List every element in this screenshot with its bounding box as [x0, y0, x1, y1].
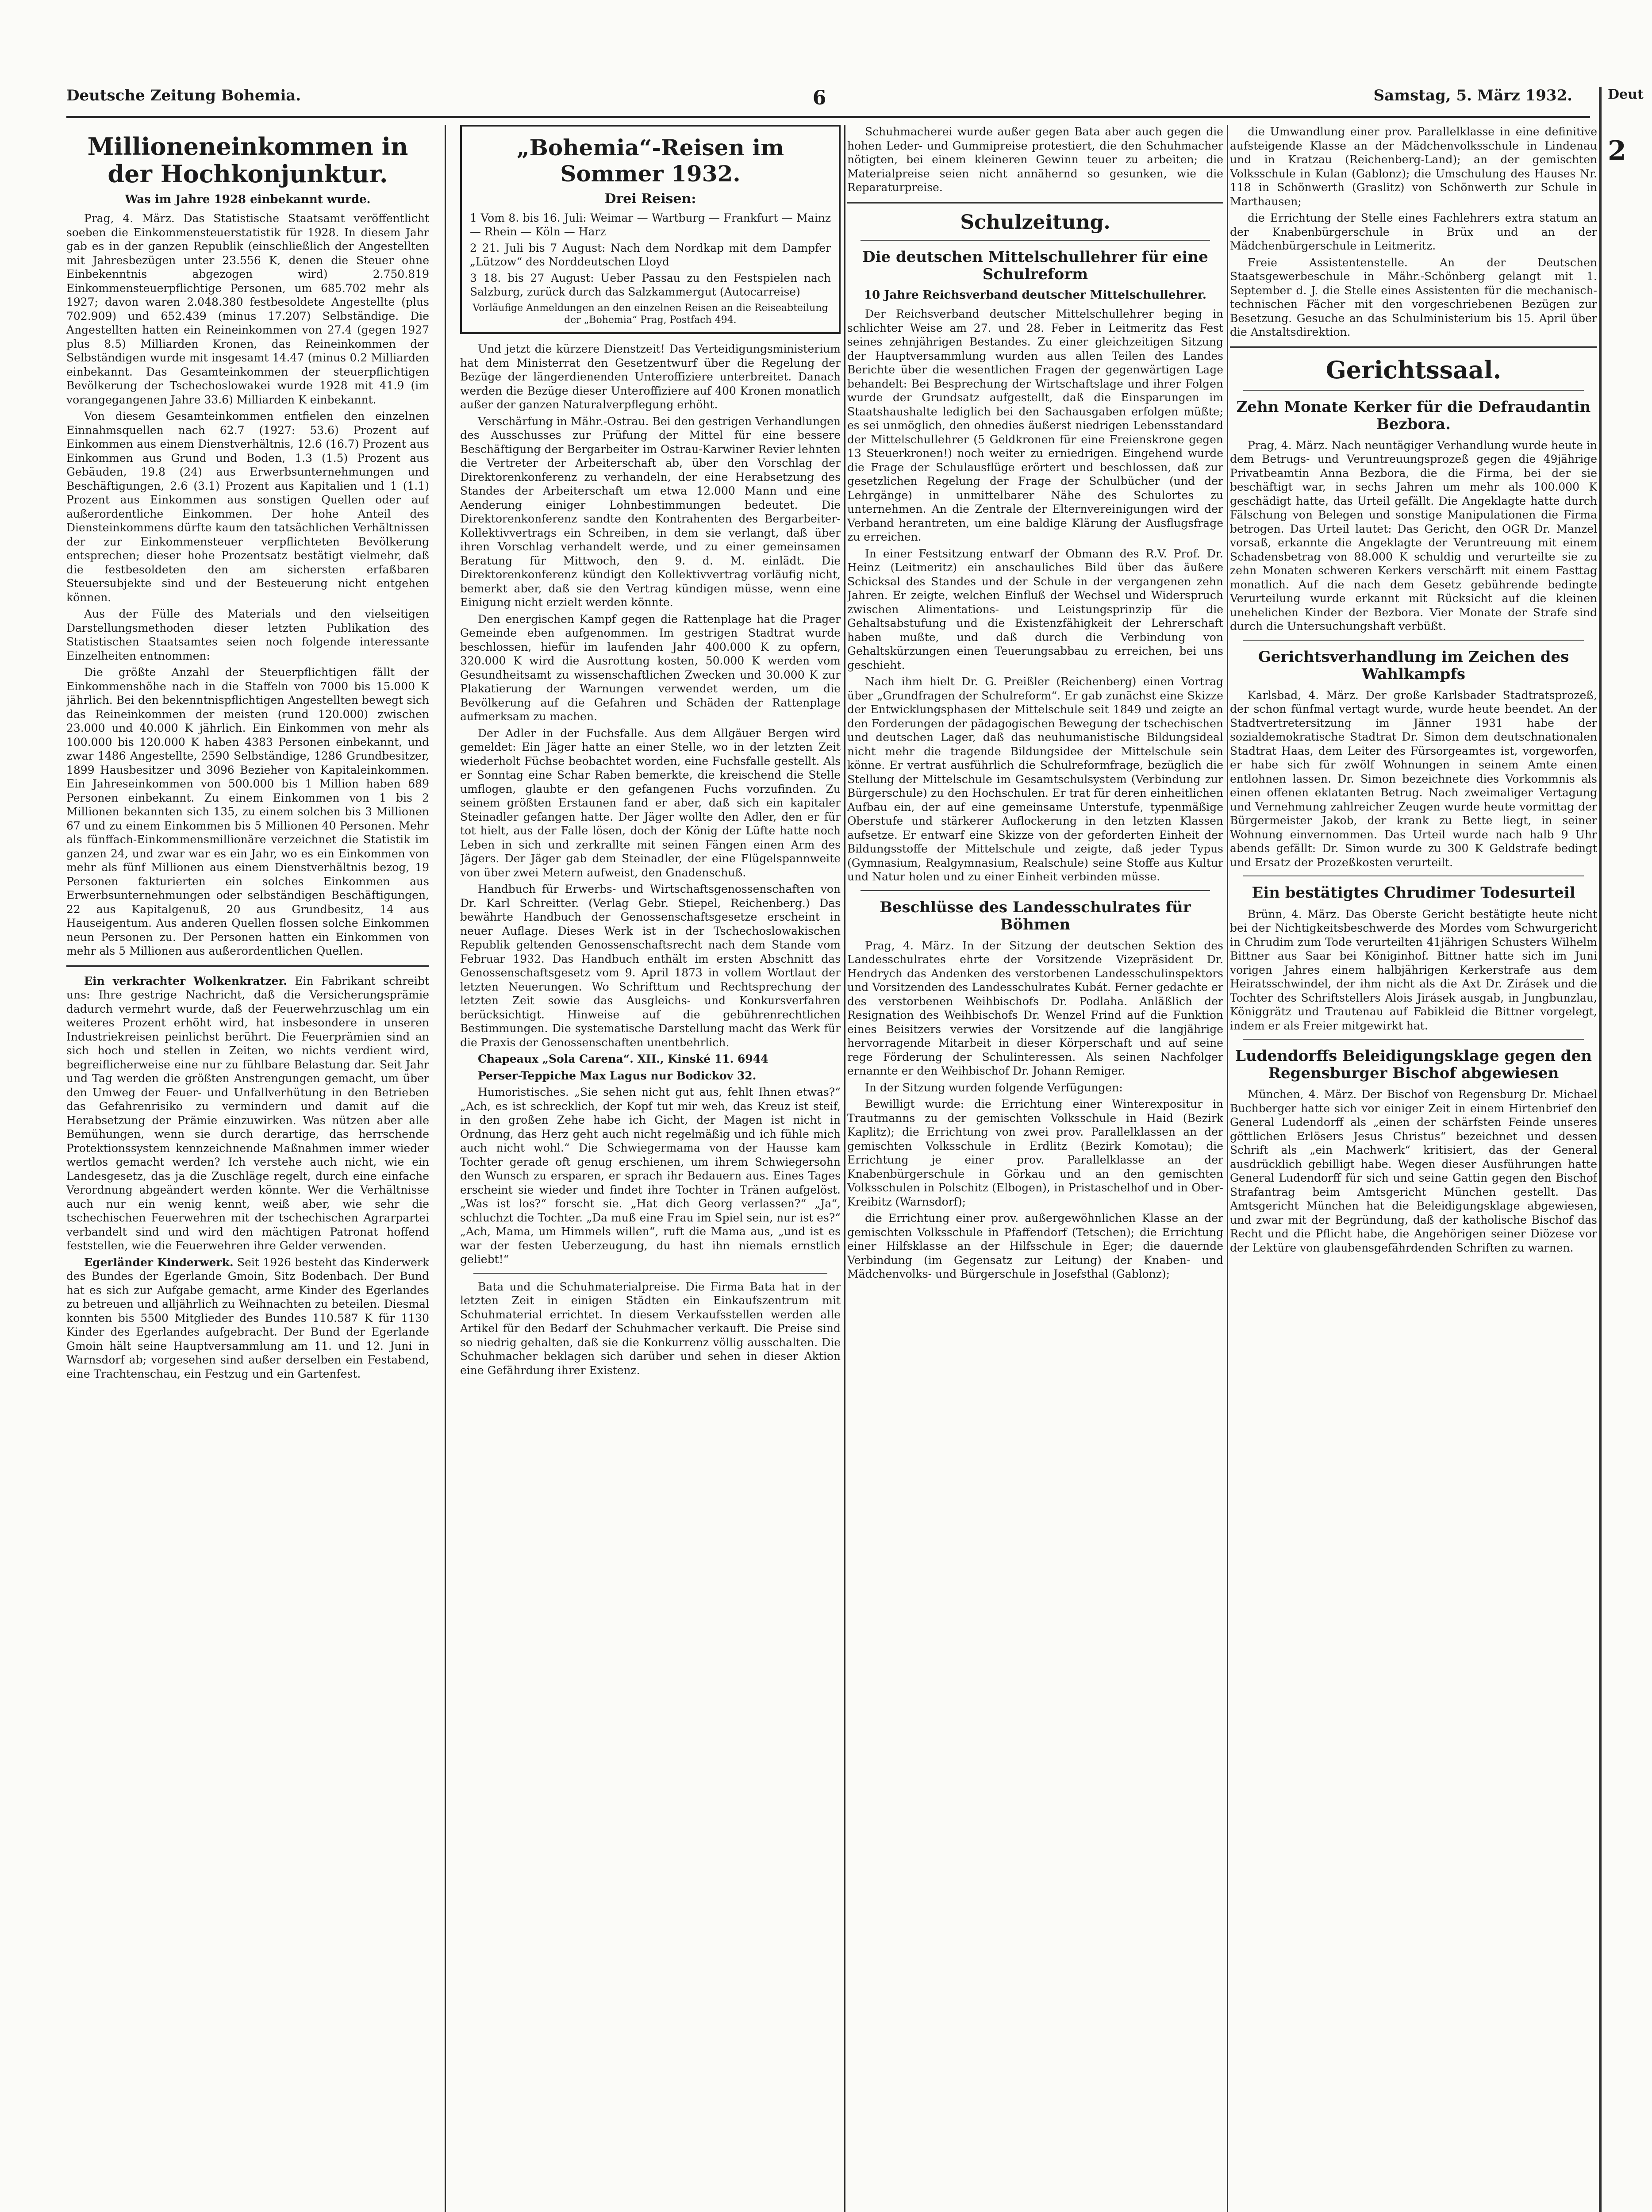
- column-divider: [445, 125, 446, 2212]
- run-in-text: Seit 1926 besteht das Kinderwerk des Bundes der Egerlande Gmoin, Sitz Bodenbach. Der Bund hat es sich zur Aufgabe gemacht, arme Kinder des Egerlandes zu betreuen und alljährlich zu Weihnachten zu beteilen. Diesmal konnten bis 5500 Mitglieder des Bundes 110.587 K für 1130 Kinder des Egerlandes aufgebracht. Der Bund der Egerlande Gmoin hält seine Hauptversammlung am 11. und 12. Juni in Warnsdorf ab; vorgesehen sind außer derselben ein Festabend, eine Trachtenschau, ein Festzug und ein Gartenfest.: [66, 1256, 429, 1380]
- masthead-rule: [66, 116, 1590, 118]
- section-divider: [1230, 346, 1597, 348]
- article-paragraph: Prag, 4. März. Nach neuntägiger Verhandlung wurde heute in dem Betrugs- und Veruntreuungsprozeß gegen die 49jährige Privatbeamtin Anna Bezbora, die die Firma, bei der sie beschäftigt war, in sechs Jahren um mehr als 100.000 K geschädigt hatte, das Urteil gefällt. Die Angeklagte hatte durch Fälschung von Belegen und sonstige Manipulationen die Firma betrogen. Das Urteil lautet: Das Gericht, den OGR Dr. Manzel vorsaß, erkannte die Angeklagte der Veruntreuung mit einem Schadensbetrag von 88.000 K schuldig und verurteilte sie zu zehn Monaten schweren Kerkers verschärft mit einem Fasttag monatlich. Auf die nach dem Gesetz gebührende bedingte Verurteilung wurde erkannt mit Rücksicht auf die kleinen unehelichen Kinder der Bezbora. Vier Monate der Strafe sind durch die Untersuchungshaft verbüßt.: [1230, 438, 1597, 633]
- article-headline: Beschlüsse des Landesschulrates für Böhmen: [880, 898, 1191, 933]
- column-divider: [844, 125, 845, 2212]
- section-divider: [1243, 640, 1584, 641]
- column-4: [1230, 125, 1597, 2212]
- article-paragraph: Bata und die Schuhmaterialpreise. Die Firma Bata hat in der letzten Zeit in einigen Städten ein Einkaufszentrum mit Schuhmaterial errichtet. In diesem Verkaufsstellen werden alle Artikel für den Bedarf der Schuhmacher verkauft. Die Preise sind so niedrig gehalten, daß sie die Konkurrenz völlig ausschalten. Die Schuhmacher beklagen sich darüber und sehen in dieser Aktion eine Gefährdung ihrer Existenz.: [460, 1280, 841, 1377]
- article-headline: Millioneneinkommen in der Hochkonjunktur.: [87, 132, 408, 188]
- advert-footer: Vorläufige Anmeldungen an den einzelnen Reisen an die Reiseabteilung der „Bohemia“ Prag, Postfach 494.: [473, 303, 828, 326]
- article-paragraph: [66, 1256, 429, 1381]
- article-paragraph: Verschärfung in Mähr.-Ostrau. Bei den gestrigen Verhandlungen des Ausschusses zur Prüfung der Mittel für eine bessere Beschäftigung der Bergarbeiter im Ostrau-Karwiner Revier lehnten die Vertreter der Arbeiterschaft ab, über den Vorschlag der Direktorenkonferenz zu verhandeln, der eine Herabsetzung des Standes der Arbeiterschaft um etwa 12.000 Mann und eine Aenderung einiger Lohnbestimmungen bedeutet. Die Direktorenkonferenz sandte den Kontrahenten des Bergarbeiter-Kollektivvertrags ein Schreiben, in dem sie verlangt, daß über ihren Vorschlag verhandelt werde, und zu einer gemeinsamen Beratung für Mittwoch, den 9. d. M. einlädt. Die Direktorenkonferenz kündigt den Kollektivvertrag vorläufig nicht, bemerkt aber, daß sie den Vertrag kündigen müsse, wenn eine Einigung nicht erzielt werden könnte.: [460, 415, 841, 609]
- trip-item: 3 18. bis 27 August: Ueber Passau zu den Festspielen nach Salzburg, zurück durch das Salzkammergut (Autocarreise): [470, 272, 831, 298]
- article-paragraph: Aus der Fülle des Materials und den vielseitigen Darstellungsmethoden dieser letzten Publikation des Statistischen Staatsamtes seien noch folgende interessante Einzelheiten entnommen:: [66, 607, 429, 662]
- run-in-heading: Ein verkrachter Wolkenkratzer.: [84, 974, 287, 987]
- section-divider: [861, 240, 1210, 241]
- adjacent-page-fragment: 2: [1608, 135, 1626, 166]
- issue-date: Samstag, 5. März 1932.: [1373, 87, 1572, 104]
- advert-title: „Bohemia“-Reisen im Sommer 1932.: [516, 134, 784, 187]
- advert-subtitle: Drei Reisen:: [604, 191, 696, 207]
- article-subhead: Was im Jahre 1928 einbekannt wurde.: [125, 193, 371, 207]
- section-title: Gerichtssaal.: [1325, 355, 1502, 384]
- article-paragraph: [66, 974, 429, 1253]
- article-paragraph: Humoristisches. „Sie sehen nicht gut aus, fehlt Ihnen etwas?“ „Ach, es ist schrecklich, der Kopf tut mir weh, das Kreuz ist steif, in den großen Zehe habe ich Gicht, der Magen ist nicht in Ordnung, das Herz geht auch nicht regelmäßig und ich fühle mich auch nicht wohl.“ Die Schwiegermama von der Hausse kam Tochter gerade oft genug erschienen, um ihrem Schwiegersohn den Wunsch zu ersparen, er sprach ihr Bedauern aus. Eines Tages erscheint sie wieder und findet ihre Tochter in Tränen aufgelöst. „Was ist los?“ forscht sie. „Hat dich Georg verlassen?“ „Ja“, schluchzt die Tochter. „Da muß eine Frau im Spiel sein, nur ist es?“ „Ach, Mama, um Himmels willen“, ruft die Mama aus, „und ist es war der festen Ueberzeugung, du hast ihn niemals ernstlich geliebt!“: [460, 1086, 841, 1266]
- article-paragraph: Karlsbad, 4. März. Der große Karlsbader Stadtratsprozeß, der schon fünfmal vertagt wurde, wurde heute beendet. An der Stadtvertretersitzung im Jänner 1931 habe der sozialdemokratische Stadtrat Dr. Simon dem deutschnationalen Stadtrat Haas, dem Leiter des Fürsorgeamtes ist, vorgeworfen, er habe sich für zwölf Wohnungen in seinem Amte einen entlohnen lassen. Dr. Simon bezeichnete dies Vorkommnis als einen offenen eklatanten Betrug. Nach zweimaliger Vertagung und Vernehmung zahlreicher Zeugen wurde heute vormittag der Bürgermeister Jakob, der krank zu Bette liegt, in seiner Wohnung einvernommen. Das Urteil wurde nach halb 9 Uhr abends gefällt: Dr. Simon wurde zu 300 K Geldstrafe bedingt und Ersatz der Prozeßkosten verurteilt.: [1230, 688, 1597, 869]
- article-headline: Ein bestätigtes Chrudimer Todesurteil: [1252, 884, 1575, 902]
- article-paragraph: Den energischen Kampf gegen die Rattenplage hat die Prager Gemeinde eben aufgenommen. Im gestrigen Stadtrat wurde beschlossen, hiefür im laufenden Jahr 400.000 K zu opfern, 320.000 K wird die Ausrottung kosten, 50.000 K werden vom Gesundheitsamt zu wissenschaftlichen Zwecken und 30.000 K zur Plakatierung der Warnungen verwendet werden, um die Bevölkerung auf die Gefahren und Schäden der Rattenplage aufmerksam zu machen.: [460, 612, 841, 723]
- article-paragraph: In der Sitzung wurden folgende Verfügungen:: [865, 1081, 1123, 1094]
- section-divider: [473, 1273, 827, 1274]
- article-paragraph: die Umwandlung einer prov. Parallelklasse in eine definitive aufsteigende Klasse an der Mädchenvolksschule in Lindenau und in Kratzau (Reichenberg-Land); an der gemischten Volksschule in Kulan (Gablonz); die Umschulung des Hauses Nr. 118 in Schönwerth (Graslitz) von Schönwerth zur Schule in Marthausen;: [1230, 125, 1597, 208]
- travel-advert-box: [460, 125, 841, 334]
- article-paragraph: Handbuch für Erwerbs- und Wirtschaftsgenossenschaften von Dr. Karl Schreitter. (Verlag Gebr. Stiepel, Reichenberg.) Das bewährte Handbuch der Genossenschaftsgesetze erscheint in neuer Auflage. Dieses Werk ist in der Tschechoslowakischen Republik geltenden Genossenschaftsrecht nach dem Stande vom Februar 1932. Das Handbuch enthält im ersten Abschnitt das Genossenschaftsgesetz vom 9. April 1873 in vollem Wortlaut der letzten Neuerungen. Wo Schrifttum und Rechtsprechung der letzten Zeit sowie das Ausgleichs- und Konkursverfahren berücksichtigt. Hinweise auf die gebührenrechtlichen Bestimmungen. Die systematische Darstellung macht das Werk für die Praxis der Genossenschaften unentbehrlich.: [460, 883, 841, 1049]
- article-paragraph: Prag, 4. März. Das Statistische Staatsamt veröffentlicht soeben die Einkommensteuerstatistik für 1928. In diesem Jahr gab es in der ganzen Republik (einschließlich der Angestellten mit Jahresbezügen unter 23.556 K, denen die Steuer ohne Einbekenntnis abgezogen wird) 2.750.819 Einkommensteuerpflichtige Personen, um 685.702 mehr als 1927; davon waren 2.048.380 festbesoldete Angestellte (plus 702.909) und 652.439 (minus 17.207) Selbständige. Die Angestellten hatten ein Reineinkommen von 27.4 (gegen 1927 plus 8.5) Milliarden Kronen, das Reineinkommen der Selbständigen wurde mit insgesamt 14.47 (minus 0.2 Milliarden einbekannt. Das Gesamteinkommen der steuerpflichtigen Bevölkerung der Tschechoslowakei wurde 1928 mit 41.9 (im vorangegangenen Jahre 33.6) Milliarden K einbekannt.: [66, 212, 429, 406]
- article-paragraph: Die größte Anzahl der Steuerpflichtigen fällt der Einkommenshöhe nach in die Staffeln von 7000 bis 15.000 K jährlich. Bei den bekenntnispflichtigen Angestellten bewegt sich das Reineinkommen der meisten (rund 120.000) zwischen 23.000 und 40.000 K jährlich. Ein Einkommen von mehr als 100.000 bis 120.000 K haben 4383 Personen einbekannt, und zwar 1486 Angestellte, 2590 Selbständige, 1286 Grundbesitzer, 1899 Hausbesitzer und 3096 Bezieher von Kapitaleinkommen. Ein Jahreseinkommen von 500.000 bis 1 Million haben 689 Personen einbekannt. Zu einem Einkommen von 1 bis 2 Millionen bekannten sich 135, zu einem solchen bis 3 Millionen 67 und zu einem Einkommen bis 5 Millionen 40 Personen. Mehr als fünffach-Einkommensmillionäre verzeichnet die Statistik im ganzen 24, und zwar war es ein Jahr, wo es ein Einkommen von mehr als fünf Millionen aus einem Dienstverhältnis bezog, 19 Personen fakturierten ein solches Einkommen aus Erwerbsunternehmungen oder selbständigen Beschäftigungen, 22 aus Kapitalgenuß, 20 aus Grundbesitz, 14 aus Hauseigentum. Aus anderen Quellen flossen solche Einkommen neun Personen zu. Der Personen hatten ein Einkommen von mehr als 5 Millionen aus außerordentlichen Quellen.: [66, 666, 429, 958]
- page-fold-shadow: [1599, 87, 1602, 2212]
- run-in-heading: Egerländer Kinderwerk.: [84, 1256, 234, 1269]
- article-paragraph: In einer Festsitzung entwarf der Obmann des R.V. Prof. Dr. Heinz (Leitmeritz) ein anschauliches Bild über das äußere Schicksal des Standes und der Schule in der vergangenen zehn Jahren. Er zeigte, welchen Einfluß der Wechsel und Widerspruch zwischen Alimentations- und Leistungsprinzip für die Gehaltsabstufung und die Existenzfähigkeit der Lehrerschaft haben mußte, und daß durch die Verbindung von Gehaltskürzungen einen Teuerungsabbau zu erreichen, bei uns geschieht.: [847, 547, 1223, 672]
- article-paragraph: Von diesem Gesamteinkommen entfielen den einzelnen Einnahmsquellen nach 62.7 (1927: 53.6) Prozent auf Einkommen aus einem Dienstverhältnis, 12.6 (16.7) Prozent aus Einkommen aus Grund und Boden, 1.3 (1.5) Prozent aus Gebäuden, 19.8 (24) aus Erwerbsunternehmungen und Beschäftigungen, 2.6 (3.1) Prozent aus Kapitalien und 1 (1.1) Prozent aus Einkommen aus sonstigen Quellen oder auf außerordentliche Einkommen. Der hohe Anteil des Diensteinkommens dürfte kaum den tatsächlichen Verhältnissen der zur Einkommensteuer verpflichteten Bevölkerung entsprechen; dieser hohe Prozentsatz bestätigt vielmehr, daß die festbesoldeten den am sichersten erfaßbaren Steuersubjekte sind und der Besteuerung nicht entgehen können.: [66, 410, 429, 604]
- adjacent-page-fragment: Deut: [1608, 87, 1644, 102]
- section-divider: [847, 202, 1223, 204]
- article-paragraph: Der Adler in der Fuchsfalle. Aus dem Allgäuer Bergen wird gemeldet: Ein Jäger hatte an einer Stelle, wo in der letzten Zeit wiederholt Füchse beobachtet worden, eine Fuchsfalle gestellt. Als er Sonntag eine Schar Raben bemerkte, die kreischend die Stelle umflogen, glaubte er den gefangenen Fuchs vorzufinden. Zu seinem größten Erstaunen fand er aber, daß sich ein kapitaler Steinadler gefangen hatte. Der Jäger wollte den Adler, den er für tot hielt, aus der Falle lösen, doch der König der Lüfte hatte noch Leben in sich und zerkrallte mit seinen Fängen einen Arm des Jägers. Der Jäger gab dem Steinadler, der eine Flügelspannweite von über zwei Metern aufweist, den Gnadenschuß.: [460, 726, 841, 879]
- newspaper-name: Deutsche Zeitung Bohemia.: [66, 87, 301, 104]
- page-number: 6: [812, 87, 826, 109]
- classified-ad: Perser-Teppiche Max Lagus nur Bodickov 32.: [478, 1069, 757, 1082]
- article-subhead: 10 Jahre Reichsverband deutscher Mittelschullehrer.: [864, 288, 1206, 302]
- column-divider: [1227, 125, 1228, 2212]
- article-paragraph: Freie Assistentenstelle. An der Deutschen Staatsgewerbeschule in Mähr.-Schönberg gelangt mit 1. September d. J. die Stelle eines Assistenten für die mechanisch-technischen Fächer mit den vorgeschriebenen Bezügen zur Besetzung. Gesuche an das Schulministerium bis 15. April über die Anstaltsdirektion.: [1230, 256, 1597, 338]
- section-divider: [66, 965, 429, 967]
- trip-item: 2 21. Juli bis 7 August: Nach dem Nordkap mit dem Dampfer „Lützow“ des Norddeutschen Lloyd: [470, 242, 831, 268]
- article-paragraph: die Errichtung der Stelle eines Fachlehrers extra statum an der Knabenbürgerschule in Brüx und an der Mädchenbürgerschule in Leitmeritz.: [1230, 211, 1597, 252]
- article-headline: Ludendorffs Beleidigungsklage gegen den Regensburger Bischof abgewiesen: [1235, 1047, 1592, 1083]
- article-paragraph: Und jetzt die kürzere Dienstzeit! Das Verteidigungsministerium hat dem Ministerrat den Gesetzentwurf über die Regelung der Bezüge der längerdienenden Unteroffiziere unterbreitet. Danach werden die Bezüge dieser Unteroffiziere auf 400 Kronen monatlich außer der ganzen Naturalverpflegung erhöht.: [460, 342, 841, 411]
- article-headline: Die deutschen Mittelschullehrer für eine Schulreform: [862, 248, 1208, 284]
- article-paragraph: die Errichtung einer prov. außergewöhnlichen Klasse an der gemischten Volksschule in Pfaffendorf (Tetschen); die Errichtung einer Hilfsklasse an der Hilfsschule in Eger; die dauernde Verbindung (im Gegensatz zur Leitung) der Knaben- und Mädchenvolks- und Bürgerschule in Josefsthal (Gablonz);: [847, 1212, 1223, 1281]
- article-headline: Zehn Monate Kerker für die Defraudantin Bezbora.: [1236, 398, 1591, 433]
- column-1: [66, 125, 429, 2212]
- section-divider: [1243, 1039, 1584, 1040]
- masthead: [66, 87, 1572, 112]
- trip-item: 1 Vom 8. bis 16. Juli: Weimar — Wartburg — Frankfurt — Mainz — Rhein — Köln — Harz: [470, 211, 831, 238]
- article-headline: Gerichtsverhandlung im Zeichen des Wahlkampfs: [1258, 648, 1569, 683]
- run-in-text: Ein Fabrikant schreibt uns: Ihre gestrige Nachricht, daß die Versicherungsprämie dadurch vermehrt wurde, daß der Feuerwehrzuschlag um ein weiteres Prozent erhöht wird, hat insbesondere in unseren Industriekreisen peinlichst berührt. Die Feuerprämien sind an sich hoch und stellen in Zeiten, wo nichts verdient wird, begreiflicherweise eine nur zu fühlbare Belastung dar. Seit Jahr und Tag werden die größten Anstrengungen gemacht, um über den Umweg der Feuer- und Unfallverhütung in den Betrieben das Gefahrenrisiko zu vermindern und damit auf die Herabsetzung der Prämie einzuwirken. Was nützen aber alle Bemühungen, wenn sie durch derartige, das herrschende Protektionssystem kennzeichnende Maßnahmen immer wieder wertlos gemacht werden? Ich verstehe auch nicht, wie ein Landesgesetz, das ja die Zuschläge regelt, durch eine einfache Verordnung abgeändert werden könnte. Wer die Verhältnisse auch nur ein wenig kennt, weiß aber, wie sehr die tschechischen Feuerwehren mit der tschechischen Agrarpartei verbandelt sind und wird den mächtigen Patronat hoffend feststellen, wie die Feuerwehren ihre Gelder verwenden.: [66, 974, 429, 1252]
- article-paragraph: München, 4. März. Der Bischof von Regensburg Dr. Michael Buchberger hatte sich vor einiger Zeit in einem Hirtenbrief den General Ludendorff als „einen der schärfsten Feinde unseres göttlichen Erlösers Jesus Christus“ bezeichnet und dessen Schrift als „ein Machwerk“ kritisiert, das der General ausdrücklich gebilligt habe. Wegen dieser Ausführungen hatte General Ludendorff für sich und seine Gattin gegen den Bischof Strafantrag beim Amtsgericht München gestellt. Das Amtsgericht München hat die Beleidigungsklage abgewiesen, und zwar mit der Begründung, daß der katholische Bischof das Recht und die Pflicht habe, die Angehörigen seiner Diözese vor der Lektüre von glaubensgefährdenden Schriften zu warnen.: [1230, 1088, 1597, 1254]
- section-title: Schulzeitung.: [960, 211, 1110, 234]
- adjacent-page-edge: [1599, 87, 1652, 2212]
- column-3: [847, 125, 1223, 2212]
- classified-ad: Chapeaux „Sola Carena“. XII., Kinské 11. 6944: [478, 1052, 768, 1065]
- article-paragraph: Brünn, 4. März. Das Oberste Gericht bestätigte heute nicht bei der Nichtigkeitsbeschwerde des Mordes vom Schwurgericht in Chrudim zum Tode verurteilten 41jährigen Schusters Wilhelm Bittner aus Saar bei Königinhof. Bittner hatte sich im Juni vorigen Jahres einem halbjährigen Kerkerstrafe aus dem Heiratsschwindel, der ihm nicht als die Axt Dr. Zirásek und die Tochter des Schriftstellers Alois Jirásek ausgab, in Jungbunzlau, Königgrätz und Trautenau auf Fabikleid die Bittner vorgelegt, indem er als Freier mitgewirkt hat.: [1230, 907, 1597, 1032]
- section-divider: [1243, 390, 1584, 391]
- article-paragraph: Schuhmacherei wurde außer gegen Bata aber auch gegen die hohen Leder- und Gummipreise protestiert, die den Schuhmacher nötigten, bei einem kleineren Gewinn teuer zu arbeiten; die Materialpreise seien nicht annähernd so gesunken, wie die Reparaturpreise.: [847, 125, 1223, 194]
- article-paragraph: Bewilligt wurde: die Errichtung einer Winterexpositur in Trautmanns zu der gemischten Volksschule in Haid (Bezirk Kaplitz); die Errichtung von zwei prov. Parallelklassen an der gemischten Volksschule in Erdlitz (Bezirk Komotau); die Errichtung je einer prov. Parallelklasse an der Knabenbürgerschule in Görkau und an den gemischten Volksschulen in Polschitz (Elbogen), in Pristaschelhof und in Ober-Kreibitz (Warnsdorf);: [847, 1098, 1223, 1208]
- column-2: [460, 125, 841, 2212]
- article-paragraph: Prag, 4. März. In der Sitzung der deutschen Sektion des Landesschulrates ehrte der Vorsitzende Vizepräsident Dr. Hendrych das Andenken des verstorbenen Landesschulinspektors und Vorsitzenden des Landesschulrates Kubát. Ferner gedachte er des verstorbenen Weihbischofs Dr. Podlaha. Anläßlich der Resignation des Weihbischofs Dr. Wenzel Frind auf die Funktion eines Beisitzers verwies der Vorsitzende auf die langjährige hervorragende Mitarbeit in dieser Körperschaft und auf seine rege Förderung der Schulinteressen. Als seinen Nachfolger ernannte er den Weihbischof Dr. Johann Remiger.: [847, 939, 1223, 1078]
- article-paragraph: Der Reichsverband deutscher Mittelschullehrer beging in schlichter Weise am 27. und 28. Feber in Leitmeritz das Fest seines zehnjährigen Bestandes. Zu einer gleichzeitigen Sitzung der Hauptversammlung wurden aus allen Teilen des Landes Berichte über die wesentlichen Fragen der gegenwärtigen Lage behandelt: Bei Besprechung der Wirtschaftslage und ihrer Folgen wurde der Grundsatz aufgestellt, daß die Einsparungen im Staatshaushalte lediglich bei den Sachausgaben erfolgen müßte; es sei unmöglich, den ohnedies äußerst niedrigen Lebensstandard der Mittelschullehrer (5 Geldkronen für eine Freienskrone gegen 13 Steuerkronen!) noch weiter zu erniedrigen. Eingehend wurde die Frage der Schulausflüge erörtert und beschlossen, daß zur gesetzlichen Regelung der Frage der Schulbücher (und der Lehrgänge) in unmittelbarer Nähe des Schulortes zu unternehmen. An die Zentrale der Elternvereinigungen wird der Verband herantreten, um eine baldige Klärung der Ausflugsfrage zu erreichen.: [847, 307, 1223, 544]
- article-paragraph: Nach ihm hielt Dr. G. Preißler (Reichenberg) einen Vortrag über „Grundfragen der Schulreform“. Er gab zunächst eine Skizze der Entwicklungsphasen der Mittelschule seit 1849 und zeigte an den Forderungen der pädagogischen Bewegung der tschechischen und deutschen Lager, daß das neuhumanistische Bildungsideal nicht mehr die tragende Bildungsidee der Mittelschule sein könne. Er vertrat ausführlich die Schulreformfrage, bezüglich die Stellung der Mittelschule im Gesamtschulsystem (Verbindung zur Bürgerschule) zu den Hochschulen. Er trat für deren einheitlichen Aufbau ein, der auf eine gemeinsame Unterstufe, typenmäßige Oberstufe und stärkerer Auflockerung in den letzten Klassen aufsetze. Er entwarf eine Skizze von der geforderten Einheit der Bildungsstoffe der Mittelschule und zeigte, daß jeder Typus (Gymnasium, Realgymnasium, Realschule) seine Stoffe aus Kultur und Natur holen und zu einer Einheit verbinden müsse.: [847, 675, 1223, 883]
- section-divider: [861, 890, 1210, 891]
